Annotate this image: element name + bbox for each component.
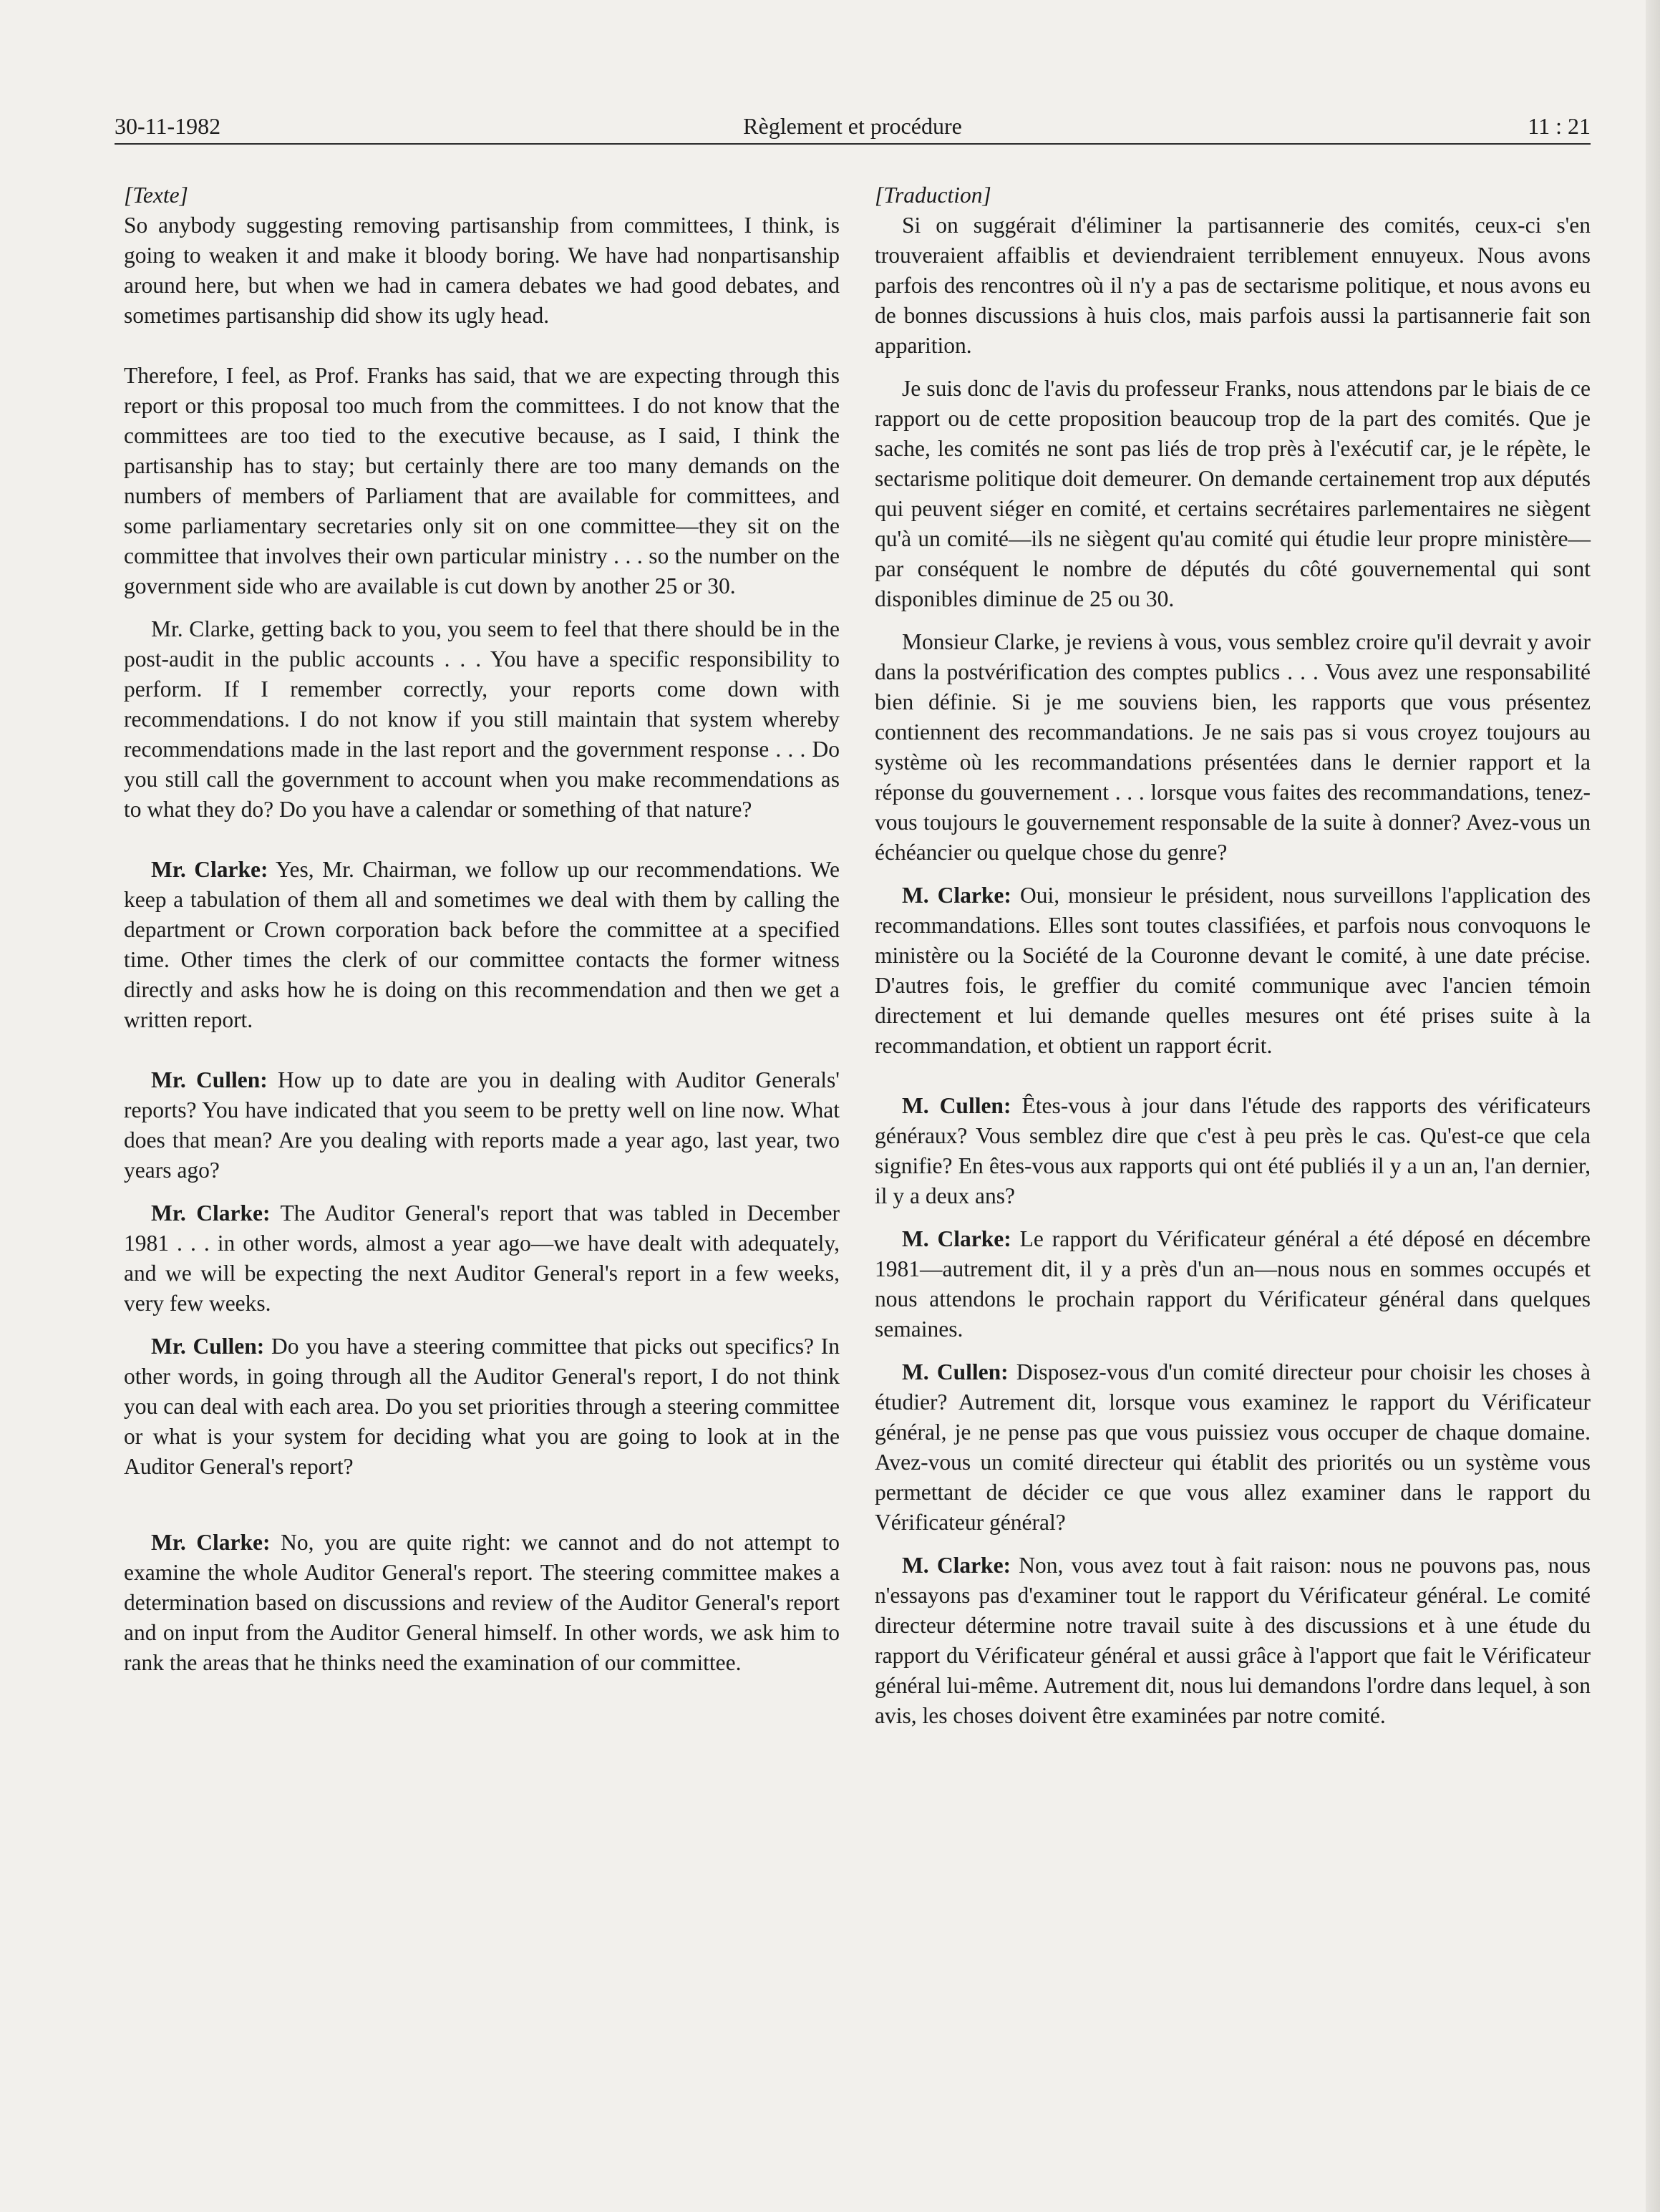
speech-paragraph	[875, 1224, 1591, 1344]
header-date: 30-11-1982	[115, 113, 221, 139]
speech-paragraph	[124, 855, 840, 1035]
speaker-name: M. Clarke:	[902, 1226, 1011, 1251]
speech-paragraph	[875, 881, 1591, 1061]
speaker-name: Mr. Cullen:	[151, 1334, 265, 1359]
speech-text: Non, vous avez tout à fait raison: nous ne pouvons pas, nous n'essayons pas d'examiner tout le rapport du Vérificateur général. Le comité directeur détermine notre travail suite à des discussions et à une étude du rapport du Vérificateur général et aussi grâce à l'apport que fait le Vérificateur général lui-même. Autrement dit, nous lui demandons l'ordre dans lequel, à son avis, les choses doivent être examinées par notre comité.	[875, 1553, 1591, 1728]
speech-paragraph	[875, 1357, 1591, 1538]
speech-text: How up to date are you in dealing with Auditor Generals' reports? You have indicated that you seem to be pretty well on line now. What does that mean? Are you dealing with reports made a year ago, last year, two years ago?	[124, 1067, 840, 1183]
speaker-name: M. Cullen:	[902, 1359, 1009, 1384]
speech-paragraph	[875, 1551, 1591, 1731]
column-label-text: [Traduction]	[875, 183, 991, 208]
page-header	[115, 107, 1591, 145]
english-column	[124, 180, 840, 1678]
speech-paragraph	[124, 1065, 840, 1185]
speech-paragraph	[124, 1528, 840, 1678]
paragraph: Mr. Clarke, getting back to you, you seem to feel that there should be in the post-audit in the public accounts . . . You have a specific responsibility to perform. If I remember correctly, your reports come down with recommendations. I do not know if you still maintain that system whereby recommendations made in the last report and the government response . . . Do you still call the government to account when you make recommendations as to what they do? Do you have a calendar or something of that nature?	[124, 616, 840, 822]
speaker-name: M. Clarke:	[902, 883, 1011, 908]
speech-text: Do you have a steering committee that picks out specifics? In other words, in going through all the Auditor General's report, I do not think you can deal with each area. Do you set priorities through a steering committee or what is your system for deciding what you are going to look at in the Auditor General's report?	[124, 1334, 840, 1479]
speech-text: No, you are quite right: we cannot and do not attempt to examine the whole Auditor General's report. The steering committee makes a determination based on discussions and review of the Auditor General's report and on input from the Auditor General himself. In other words, we ask him to rank the areas that he thinks need the examination of our committee.	[124, 1530, 840, 1675]
page-edge	[1646, 0, 1660, 2212]
speaker-name: Mr. Cullen:	[151, 1067, 268, 1092]
speaker-name: Mr. Clarke:	[151, 857, 268, 882]
paragraph: Monsieur Clarke, je reviens à vous, vous semblez croire qu'il devrait y avoir dans la postvérification des comptes publics . . . Vous avez une responsabilité bien définie. Si je me souviens bien, les rapports que vous présentez contiennent des recommandations. Je ne sais pas si vous croyez toujours au système où les recommandations présentées dans le dernier rapport et la réponse du gouvernement . . . lorsque vous faites des recommandations, tenez-vous toujours le gouvernement responsable de la suite à donner? Avez-vous un échéancier ou quelque chose du genre?	[875, 629, 1591, 865]
speech-text: Le rapport du Vérificateur général a été déposé en décembre 1981—autrement dit, il y a près d'un an—nous nous en sommes occupés et nous attendons le prochain rapport du Vérificateur général dans quelques semaines.	[875, 1226, 1591, 1342]
speaker-name: M. Cullen:	[902, 1093, 1011, 1118]
paragraph: Je suis donc de l'avis du professeur Franks, nous attendons par le biais de ce rapport ou de cette proposition beaucoup trop de la part des comités. Que je sache, les comités ne sont pas liés de trop près à l'exécutif car, je le répète, le sectarisme politique doit demeurer. On demande certainement trop aux députés qui peuvent siéger en comité, et certains secrétaires parlementaires ne siègent qu'à un comité—ils ne siègent qu'au comité qui étudie leur propre ministère—par conséquent le nombre de députés du côté gouvernemental qui sont disponibles diminue de 25 ou 30.	[875, 376, 1591, 611]
header-page-number: 11 : 21	[1528, 113, 1591, 139]
speech-paragraph	[124, 1198, 840, 1319]
header-rule	[115, 143, 1591, 145]
speaker-name: Mr. Clarke:	[151, 1200, 271, 1226]
speech-text: Êtes-vous à jour dans l'étude des rapports des vérificateurs généraux? Vous semblez dire que c'est à peu près le cas. Qu'est-ce que cela signifie? En êtes-vous aux rapports qui ont été publiés il y a un an, l'an dernier, il y a deux ans?	[875, 1093, 1591, 1208]
speaker-name: Mr. Clarke:	[151, 1530, 271, 1555]
speech-text: Disposez-vous d'un comité directeur pour choisir les choses à étudier? Autrement dit, lorsque vous examinez le rapport du Vérificateur général, je ne pense pas que vous puissiez vous occuper de chaque domaine. Avez-vous un comité directeur qui établit des priorités ou un système vous permettant de décider ce que vous allez examiner dans le rapport du Vérificateur général?	[875, 1359, 1591, 1535]
speech-text: Yes, Mr. Chairman, we follow up our recommendations. We keep a tabulation of them all and sometimes we deal with them by calling the department or Crown corporation back before the committee at a specified time. Other times the clerk of our committee contacts the former witness directly and asks how he is doing on this recommendation and then we get a written report.	[124, 857, 840, 1032]
column-label-text: [Texte]	[124, 183, 188, 208]
french-column	[875, 180, 1591, 1731]
paragraph: So anybody suggesting removing partisanship from committees, I think, is going to weaken it and make it bloody boring. We have had nonpartisanship around here, but when we had in camera debates we had good debates, and sometimes partisanship did show its ugly head.	[124, 213, 840, 328]
paragraph: Si on suggérait d'éliminer la partisannerie des comités, ceux-ci s'en trouveraient affaiblis et deviendraient terriblement ennuyeux. Nous avons parfois des rencontres où il n'y a pas de sectarisme politique, et nous avons eu de bonnes discussions à huis clos, mais parfois aussi la partisannerie fait son apparition.	[875, 213, 1591, 358]
speech-paragraph	[875, 1091, 1591, 1211]
header-title: Règlement et procédure	[743, 113, 962, 139]
speaker-name: M. Clarke:	[902, 1553, 1011, 1578]
speech-paragraph	[124, 1331, 840, 1482]
paragraph: Therefore, I feel, as Prof. Franks has said, that we are expecting through this report or this proposal too much from the committees. I do not know that the committees are too tied to the executive because, as I said, I think the partisanship has to stay; but certainly there are too many demands on the numbers of members of Parliament that are available for committees, and some parliamentary secretaries only sit on one committee—they sit on the committee that involves their own particular ministry . . . so the number on the government side who are available is cut down by another 25 or 30.	[124, 363, 840, 598]
speech-text: The Auditor General's report that was tabled in December 1981 . . . in other words, almost a year ago—we have dealt with adequately, and we will be expecting the next Auditor General's report in a few weeks, very few weeks.	[124, 1200, 840, 1316]
speech-text: Oui, monsieur le président, nous surveillons l'application des recommandations. Elles sont toutes classifiées, et parfois nous convoquons le ministère ou la Société de la Couronne devant le comité, à une date précise. D'autres fois, le greffier du comité communique avec l'ancien témoin directement et lui demande quelles mesures ont été prises suite à la recommandation, et obtient un rapport écrit.	[875, 883, 1591, 1058]
